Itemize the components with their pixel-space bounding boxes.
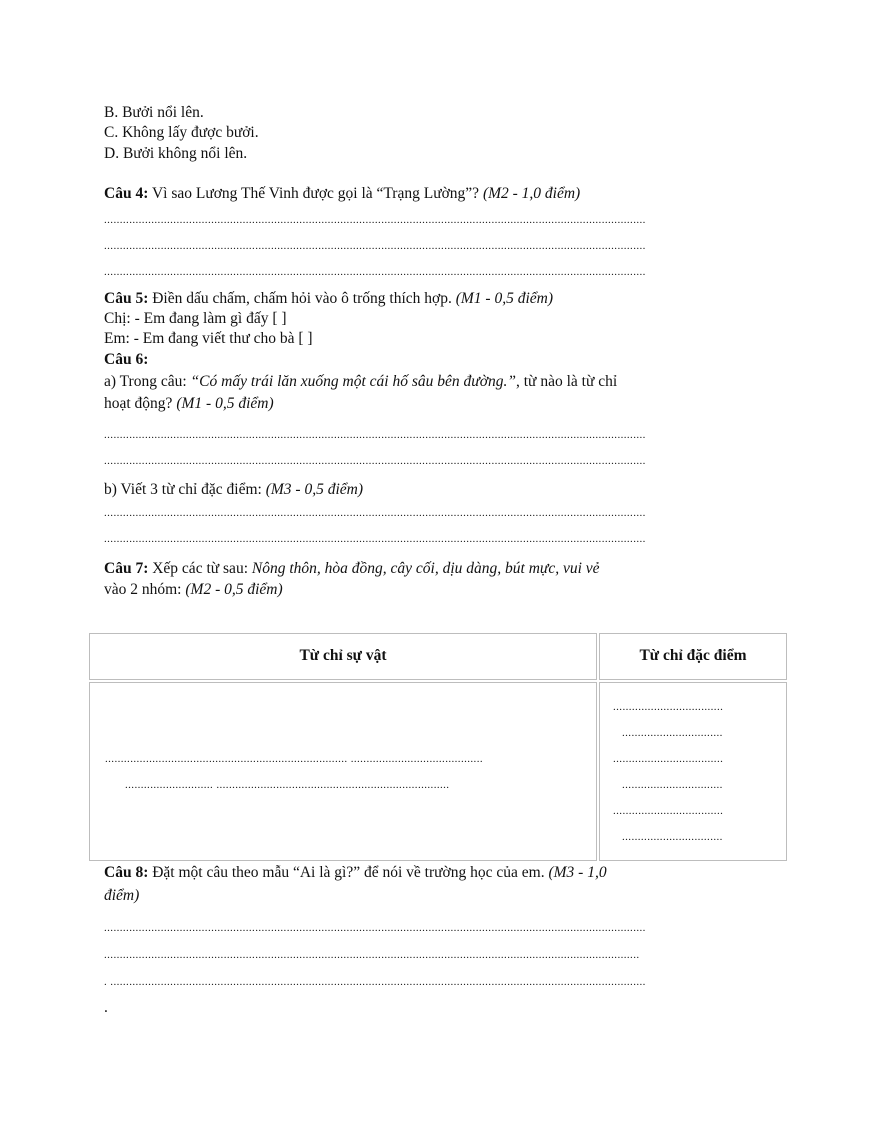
answer-line[interactable]: . .......................................................................................................................................................................... xyxy=(104,976,646,988)
question-6a-text2: hoạt động? xyxy=(104,395,177,412)
answer-line[interactable]: ............................................................................................................................................................................ xyxy=(104,266,646,278)
question-7-text: Xếp các từ sau: xyxy=(148,560,252,577)
question-5-text: Điền dấu chấm, chấm hỏi vào ô trống thích hợp. xyxy=(148,290,456,307)
question-6-label: Câu 6: xyxy=(104,351,149,368)
question-6a-score: (M1 - 0,5 điểm) xyxy=(176,395,274,412)
option-c: C. Không lấy được bưởi. xyxy=(104,124,259,141)
question-8-cont xyxy=(104,886,139,906)
question-7-score: (M2 - 0,5 điểm) xyxy=(185,581,283,598)
question-6b-text: b) Viết 3 từ chỉ đặc điểm: xyxy=(104,481,266,498)
answer-line[interactable]: .......................................................................................................................................................................... xyxy=(104,949,640,961)
table-body-cell-right[interactable] xyxy=(599,682,787,861)
answer-line[interactable]: ............................................................................................................................................................................ xyxy=(104,429,646,441)
question-8 xyxy=(104,863,607,883)
word-sort-table xyxy=(89,633,787,861)
answer-line[interactable]: ............................................................................................................................................................................ xyxy=(104,240,646,252)
option-b: B. Bưởi nổi lên. xyxy=(104,104,204,121)
question-5-line-2: Em: - Em đang viết thư cho bà [ ] xyxy=(104,330,313,347)
question-7-label: Câu 7: xyxy=(104,560,149,577)
question-5-label: Câu 5: xyxy=(104,290,149,307)
table-body-cell-left[interactable] xyxy=(89,682,597,861)
question-6b xyxy=(104,480,363,500)
table-header-cell xyxy=(599,633,787,680)
question-8-label: Câu 8: xyxy=(104,864,149,881)
question-7-text2: vào 2 nhóm: xyxy=(104,581,186,598)
answer-line[interactable]: ............................................................................................................................................................................ xyxy=(104,533,646,545)
answer-line[interactable]: ................................... xyxy=(613,805,724,817)
question-8-score: (M3 - 1,0 xyxy=(548,864,607,881)
question-6 xyxy=(104,350,148,370)
answer-line[interactable]: ............................................................................................................................................................................ xyxy=(104,214,646,226)
question-5 xyxy=(104,289,553,309)
question-4-label: Câu 4: xyxy=(104,185,149,202)
question-8-text: Đặt một câu theo mẫu “Ai là gì?” để nói về trường học của em. xyxy=(148,864,549,881)
question-4 xyxy=(104,184,580,204)
table-header-cell xyxy=(89,633,597,680)
question-8-score-2: điểm) xyxy=(104,887,140,904)
answer-line[interactable]: ................................ xyxy=(622,779,723,791)
question-6a-cont xyxy=(104,394,274,414)
answer-line[interactable]: ............................................................................. .......................................... xyxy=(105,753,483,765)
question-6b-score: (M3 - 0,5 điểm) xyxy=(265,481,363,498)
question-7-cont xyxy=(104,580,283,600)
question-7 xyxy=(104,559,600,579)
option-d: D. Bưởi không nổi lên. xyxy=(104,145,248,162)
question-5-score: (M1 - 0,5 điểm) xyxy=(455,290,553,307)
question-6a-text: a) Trong câu: xyxy=(104,373,191,390)
question-4-text: Vì sao Lương Thế Vinh được gọi là “Trạng Lường”? xyxy=(148,185,483,202)
answer-line[interactable]: ............................................................................................................................................................................ xyxy=(104,507,646,519)
answer-line[interactable]: ................................ xyxy=(622,831,723,843)
answer-line[interactable]: ................................... xyxy=(613,701,724,713)
final-dot: . xyxy=(104,999,108,1016)
question-4-score: (M2 - 1,0 điểm) xyxy=(482,185,581,202)
answer-line[interactable]: ................................ xyxy=(622,727,723,739)
question-6a-rest: , từ nào là từ chỉ xyxy=(515,373,618,390)
question-5-line-1: Chị: - Em đang làm gì đấy [ ] xyxy=(104,310,287,327)
question-7-words: Nông thôn, hòa đồng, cây cối, dịu dàng, bút mực, vui vẻ xyxy=(251,560,600,577)
answer-line[interactable]: ............................ .......................................................................... xyxy=(125,779,450,791)
answer-line[interactable]: ............................................................................................................................................................................ xyxy=(104,455,646,467)
question-6a-quote: “Có mấy trái lăn xuống một cái hố sâu bên đường.” xyxy=(190,373,516,390)
col1-header: Từ chỉ sự vật xyxy=(299,647,387,664)
answer-line[interactable]: ................................... xyxy=(613,753,724,765)
answer-line[interactable]: ............................................................................................................................................................................ xyxy=(104,922,646,934)
col2-header: Từ chỉ đặc điểm xyxy=(639,647,747,664)
question-6a xyxy=(104,372,617,392)
